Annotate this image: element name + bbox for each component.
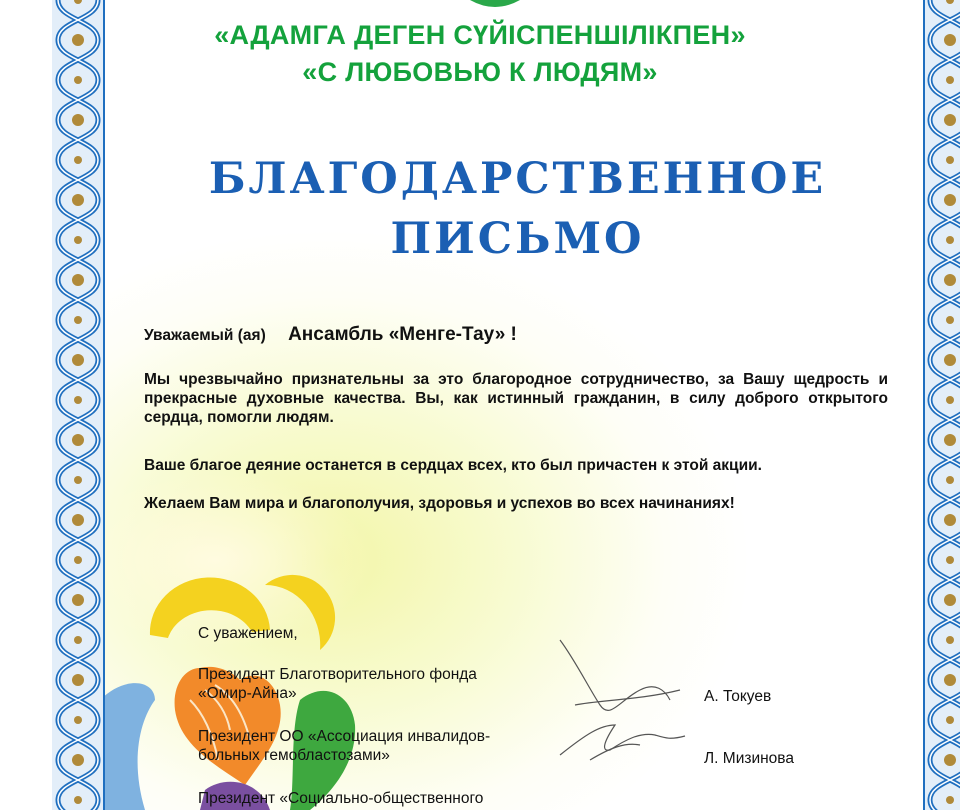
header-russian-line: «С ЛЮБОВЬЮ К ЛЮДЯМ» (302, 57, 658, 87)
signer2-title-line1: Президент ОО «Ассоциация инвалидов- (198, 728, 491, 745)
signer1-title-line1: Президент Благотворительного фонда (198, 666, 477, 683)
signer1-name: А. Токуев (704, 688, 772, 705)
body-paragraph-1: Мы чрезвычайно признательны за это благородное сотрудничество, за Вашу щедрость и прекрасные духовные качества. Вы, как истинный гражданин, в силу доброго открытого сердца, помогли людям. (144, 371, 888, 426)
header-kazakh-line: «АДАМГА ДЕГЕН СҮЙІСПЕНШІЛІКПЕН» (214, 20, 746, 50)
recipient-name: Ансамбль «Менге-Тау» ! (288, 324, 517, 345)
greeting (144, 325, 888, 345)
signer2-title-line2: больных гемобластозами» (198, 747, 390, 764)
body-paragraph-3: Желаем Вам мира и благополучия, здоровья и успехов во всех начинаниях! (144, 495, 735, 512)
signature-scribble-1 (560, 640, 680, 710)
closing-phrase: С уважением, (198, 625, 298, 642)
signer3-title-line1: Президент «Социально-общественного (198, 790, 484, 807)
signature-scribble-2 (560, 725, 685, 760)
body-paragraph-2: Ваше благое деяние останется в сердцах всех, кто был причастен к этой акции. (144, 457, 762, 474)
logo-fragment (470, 0, 520, 7)
signer2-name: Л. Мизинова (704, 750, 794, 767)
document-title-line1: БЛАГОДАРСТВЕННОЕ (208, 154, 827, 204)
blue-swoosh (100, 683, 155, 810)
left-ornament-border (52, 0, 104, 810)
greeting-prefix: Уважаемый (ая) (144, 327, 266, 344)
document-title-line2: ПИСЬМО (390, 214, 645, 264)
signer1-title-line2: «Омир-Айна» (198, 685, 297, 702)
